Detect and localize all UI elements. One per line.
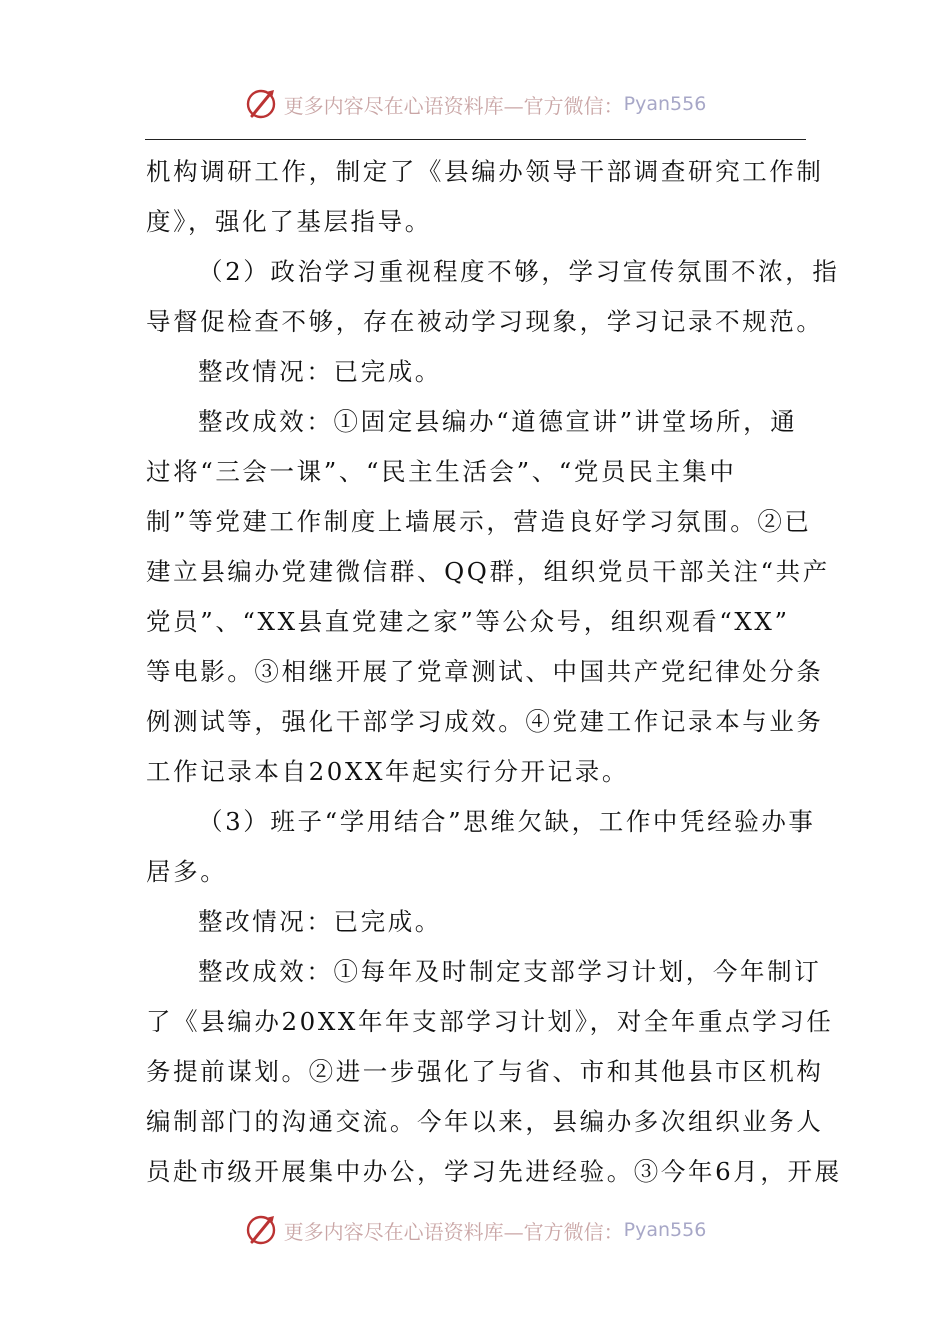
text-line: 例测试等，强化干部学习成效。④党建工作记录本与业务 <box>146 707 824 736</box>
text-line: 了《县编办20XX年年支部学习计划》，对全年重点学习任 <box>146 1007 834 1036</box>
text-line: 度》，强化了基层指导。 <box>146 207 432 236</box>
header-rule <box>145 139 806 140</box>
header-watermark <box>0 84 950 124</box>
text-line: 建立县编办党建微信群、QQ群，组织党员干部关注“共产 <box>146 557 830 586</box>
text-line: 整改情况：已完成。 <box>198 357 442 386</box>
pen-logo-icon <box>244 86 280 122</box>
text-line: 等电影。③相继开展了党章测试、中国共产党纪律处分条 <box>146 657 824 686</box>
text-line: 导督促检查不够，存在被动学习现象，学习记录不规范。 <box>146 307 824 336</box>
text-line: 机构调研工作，制定了《县编办领导干部调查研究工作制 <box>146 157 824 186</box>
text-line: （3）班子“学用结合”思维欠缺，工作中凭经验办事 <box>198 807 816 836</box>
text-line: 整改成效：①固定县编办“道德宣讲”讲堂场所，通 <box>198 407 798 436</box>
text-line: （2）政治学习重视程度不够，学习宣传氛围不浓，指 <box>198 257 840 286</box>
watermark-text: 更多内容尽在心语资料库—官方微信： <box>283 93 624 118</box>
text-line: 整改情况：已完成。 <box>198 907 442 936</box>
watermark-wechat-id: Pyan556 <box>623 1219 707 1241</box>
watermark-text: 更多内容尽在心语资料库—官方微信： <box>283 1219 624 1244</box>
text-line: 过将“三会一课”、“民主生活会”、“党员民主集中 <box>146 457 737 486</box>
pen-logo-icon <box>244 1212 280 1248</box>
document-body <box>146 147 842 1197</box>
text-line: 员赴市级开展集中办公，学习先进经验。③今年6月，开展 <box>146 1157 842 1186</box>
text-line: 制”等党建工作制度上墙展示，营造良好学习氛围。②已 <box>146 507 812 536</box>
text-line: 编制部门的沟通交流。今年以来，县编办多次组织业务人 <box>146 1107 824 1136</box>
text-line: 党员”、“XX县直党建之家”等公众号，组织观看“XX” <box>146 607 790 636</box>
text-line: 居多。 <box>146 857 228 886</box>
text-line: 务提前谋划。②进一步强化了与省、市和其他县市区机构 <box>146 1057 824 1086</box>
watermark-wechat-id: Pyan556 <box>623 93 707 115</box>
text-line: 工作记录本自20XX年起实行分开记录。 <box>146 757 629 786</box>
text-line: 整改成效：①每年及时制定支部学习计划，今年制订 <box>198 957 822 986</box>
footer-watermark <box>0 1210 950 1250</box>
